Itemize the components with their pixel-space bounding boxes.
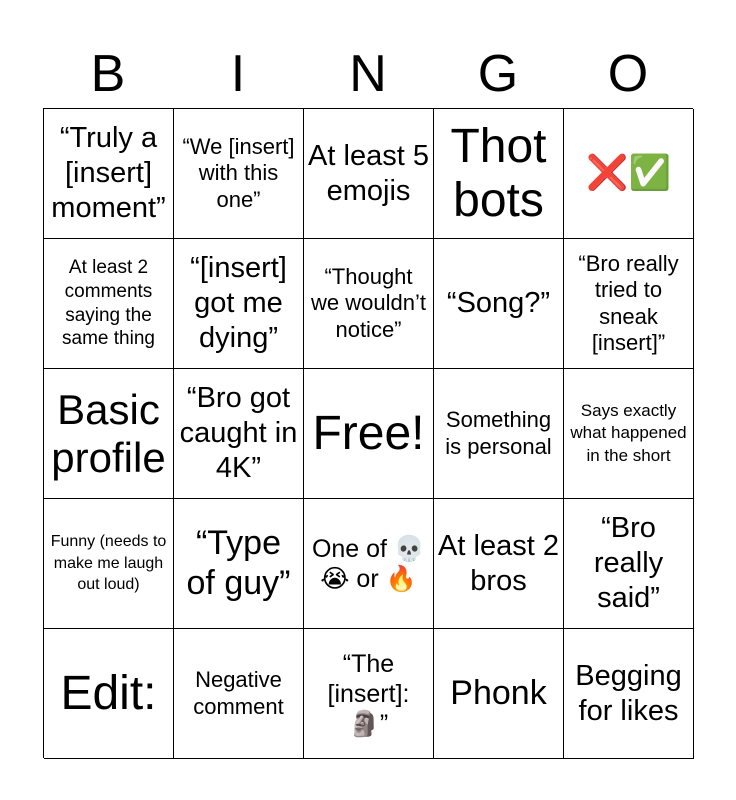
cell-text: “Bro really tried to sneak [insert]” — [578, 250, 679, 355]
bingo-cell[interactable] — [304, 629, 434, 759]
bingo-cell[interactable] — [564, 369, 694, 499]
bingo-cell[interactable] — [304, 239, 434, 369]
cell-text: Phonk — [450, 673, 547, 712]
header-letter-i: I — [230, 45, 246, 103]
bingo-cell[interactable] — [44, 239, 174, 369]
bingo-cell[interactable] — [174, 239, 304, 369]
cell-text: “Thought we wouldn’t notice” — [311, 263, 426, 342]
bingo-cell[interactable] — [434, 369, 564, 499]
cell-text: Begging for likes — [575, 659, 682, 727]
header-letter-n: N — [349, 45, 387, 103]
cell-text: “We [insert] with this one” — [182, 133, 295, 212]
bingo-cell[interactable] — [564, 499, 694, 629]
cell-text: Thot bots — [450, 119, 547, 227]
bingo-cell[interactable] — [434, 109, 564, 239]
bingo-board — [43, 108, 693, 758]
bingo-cell[interactable] — [434, 239, 564, 369]
cell-text: Edit: — [60, 666, 157, 720]
cell-text: “Song?” — [446, 287, 551, 320]
bingo-cell[interactable] — [434, 629, 564, 759]
bingo-cell[interactable] — [44, 369, 174, 499]
cell-text: Negative comment — [193, 667, 284, 719]
bingo-cell[interactable] — [174, 109, 304, 239]
bingo-cell[interactable] — [564, 239, 694, 369]
cell-text: At least 2 bros — [438, 529, 559, 597]
cell-text: Funny (needs to make me laugh out loud) — [50, 533, 167, 594]
bingo-cell[interactable] — [44, 629, 174, 759]
cell-text: Something is personal — [445, 407, 552, 459]
bingo-cell[interactable] — [564, 109, 694, 239]
cell-text: “[insert] got me dying” — [190, 252, 287, 354]
cell-text: At least 5 emojis — [308, 139, 429, 207]
bingo-cell[interactable] — [304, 109, 434, 239]
bingo-cell[interactable] — [304, 499, 434, 629]
cell-text: “The [insert]: 🗿” — [327, 649, 410, 738]
header-letter-o: O — [607, 45, 649, 103]
cell-text: “Type of guy” — [186, 524, 291, 602]
cell-text: “Bro got caught in 4K” — [179, 382, 298, 484]
bingo-cell[interactable] — [564, 629, 694, 759]
cell-text: Basic profile — [51, 386, 166, 481]
cell-text: “Bro really said” — [593, 512, 664, 614]
header-letter-b: B — [90, 45, 126, 103]
cell-text: Free! — [312, 406, 425, 460]
header-letter-g: G — [477, 45, 519, 103]
bingo-header — [43, 40, 693, 108]
cell-text: One of 💀😭 or 🔥 — [311, 534, 426, 593]
bingo-cell[interactable] — [44, 109, 174, 239]
cell-text: “Truly a [insert] moment” — [51, 122, 166, 224]
bingo-cell[interactable] — [434, 499, 564, 629]
cell-text: At least 2 comments saying the same thing — [62, 256, 155, 350]
bingo-cell[interactable] — [174, 369, 304, 499]
free-space[interactable] — [304, 369, 434, 499]
bingo-cell[interactable] — [174, 629, 304, 759]
cell-text: Says exactly what happened in the short — [570, 401, 687, 465]
cell-text: ❌✅ — [586, 153, 671, 192]
bingo-cell[interactable] — [44, 499, 174, 629]
bingo-cell[interactable] — [174, 499, 304, 629]
